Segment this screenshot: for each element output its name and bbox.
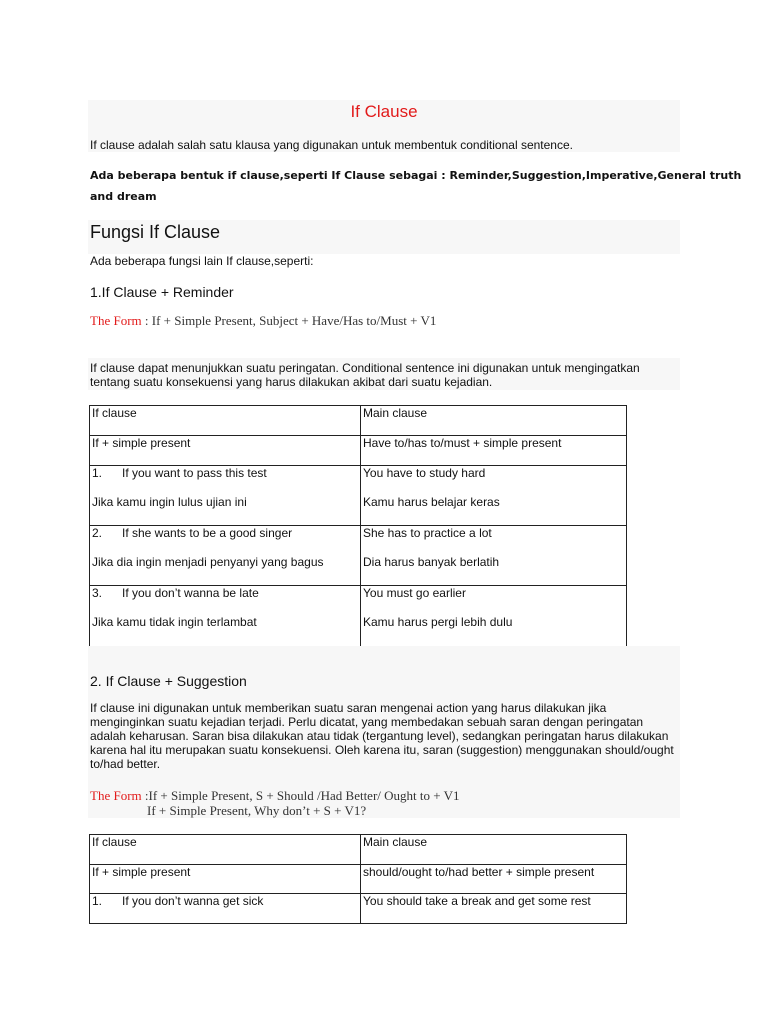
table-cell <box>361 466 627 526</box>
main-clause-en: She has to practice a lot <box>363 526 492 540</box>
row-number: 1. <box>92 894 103 908</box>
bold-line-1: Ada beberapa bentuk if clause,seperti If Clause sebagai : Reminder,Suggestion,Imperative,General truth <box>90 169 742 182</box>
row-number: 3. <box>92 586 103 600</box>
table-row <box>90 894 627 924</box>
table-cell: should/ought to/had better + simple present <box>361 865 627 894</box>
form-label: The Form <box>90 313 142 328</box>
intro-text: If clause adalah salah satu klausa yang digunakan untuk membentuk conditional sentence. <box>90 138 573 152</box>
table-cell: If + simple present <box>90 865 361 894</box>
section2-desc-line: karena hal itu merupakan suatu konsekuensi. Oleh karena itu, saran (suggestion) menggunakan should/ought <box>90 743 674 757</box>
table-row <box>90 586 627 646</box>
reminder-table <box>89 405 627 646</box>
table-row <box>90 436 627 466</box>
table-cell <box>90 894 361 924</box>
suggestion-table <box>89 834 627 924</box>
table-cell <box>361 526 627 586</box>
main-clause-en: You must go earlier <box>363 586 466 600</box>
section2-form <box>90 788 460 803</box>
if-clause-id: Jika dia ingin menjadi penyanyi yang bagus <box>92 555 324 569</box>
fungsi-intro: Ada beberapa fungsi lain If clause,seperti: <box>90 254 314 268</box>
page-title: If Clause <box>350 102 418 121</box>
section1-form <box>90 313 436 328</box>
row-number: 2. <box>92 526 103 540</box>
table-cell <box>90 586 361 646</box>
if-clause-en: If you don’t wanna be late <box>122 586 259 600</box>
table-header-cell: If clause <box>90 406 361 436</box>
table-row <box>90 526 627 586</box>
section1-heading: 1.If Clause + Reminder <box>90 284 234 300</box>
main-clause-id: Kamu harus pergi lebih dulu <box>363 615 513 629</box>
section2-heading: 2. If Clause + Suggestion <box>90 673 247 689</box>
if-clause-en: If you don’t wanna get sick <box>122 894 264 908</box>
table-cell <box>90 466 361 526</box>
section2-desc-line: to/had better. <box>90 757 161 771</box>
bold-line-2: and dream <box>90 190 157 203</box>
section1-desc-line1: If clause dapat menunjukkan suatu peringatan. Conditional sentence ini digunakan untuk mengingatkan <box>90 361 640 375</box>
table-cell: Have to/has to/must + simple present <box>361 436 627 466</box>
table-cell <box>361 586 627 646</box>
form-label: The Form <box>90 788 142 803</box>
main-clause-id: Kamu harus belajar keras <box>363 495 500 509</box>
table-header-cell: Main clause <box>361 406 627 436</box>
section2-desc-line: If clause ini digunakan untuk memberikan suatu saran mengenai action yang harus dilakukan jika <box>90 701 607 715</box>
table-cell: You should take a break and get some rest <box>361 894 627 924</box>
if-clause-id: Jika kamu tidak ingin terlambat <box>92 615 257 629</box>
table-header-cell: If clause <box>90 835 361 865</box>
form-text: :If + Simple Present, S + Should /Had Better/ Ought to + V1 <box>141 788 460 803</box>
table-header-cell: Main clause <box>361 835 627 865</box>
if-clause-id: Jika kamu ingin lulus ujian ini <box>92 495 247 509</box>
if-clause-en: If you want to pass this test <box>122 466 267 480</box>
main-clause-id: Dia harus banyak berlatih <box>363 555 500 569</box>
section2-form-line2: If + Simple Present, Why don’t + S + V1? <box>147 803 367 818</box>
if-clause-en: If she wants to be a good singer <box>122 526 293 540</box>
section2-desc-line: adalah keharusan. Saran bisa dilakukan atau tidak (tergantung level), sedangkan peringatan harus dilakukan <box>90 729 669 743</box>
table-cell <box>90 526 361 586</box>
table-cell: If + simple present <box>90 436 361 466</box>
section1-desc-line2: tentang suatu konsekuensi yang harus dilakukan akibat dari suatu kejadian. <box>90 375 493 389</box>
table-row <box>90 406 627 436</box>
table-row <box>90 865 627 894</box>
form-text: : If + Simple Present, Subject + Have/Has to/Must + V1 <box>141 313 437 328</box>
main-clause-en: You have to study hard <box>363 466 486 480</box>
section2-desc-line: menginginkan suatu kejadian terjadi. Perlu dicatat, yang membedakan sebuah saran dengan peringatan <box>90 715 644 729</box>
row-number: 1. <box>92 466 103 480</box>
fungsi-heading: Fungsi If Clause <box>90 222 221 242</box>
table-row <box>90 835 627 865</box>
table-row <box>90 466 627 526</box>
